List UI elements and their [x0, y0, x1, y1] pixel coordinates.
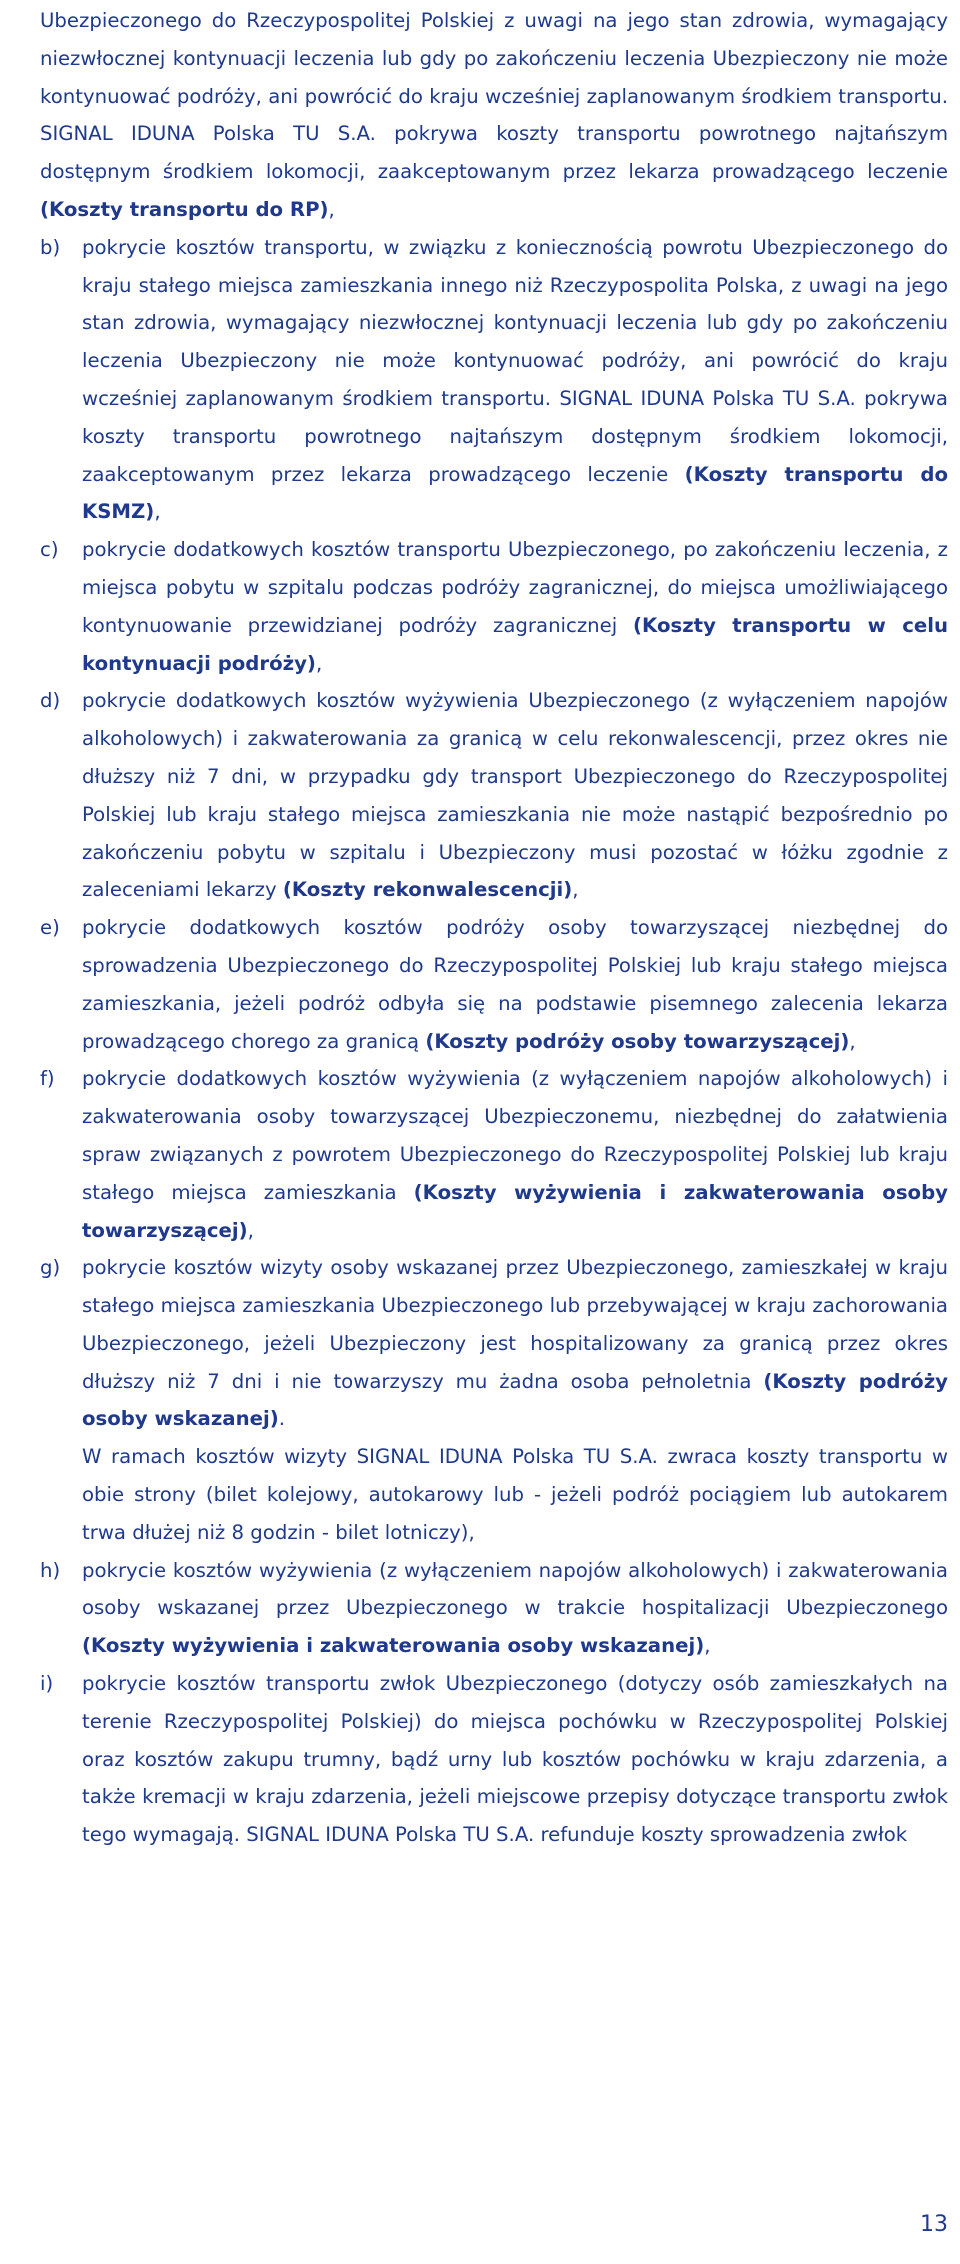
list-item-g: [40, 1249, 948, 1438]
list-item-tail: ,: [154, 500, 161, 524]
intro-paragraph: [40, 2, 948, 229]
list-item-text: pokrycie kosztów wyżywienia (z wyłączeniem napojów alkoholowych) i zakwaterowania osoby wskazanej przez Ubezpieczonego w trakcie hospitalizacji Ubezpieczonego: [82, 1558, 948, 1620]
page-number: 13: [920, 2212, 948, 2237]
list-item-bold-term: (Koszty wyżywienia i zakwaterowania osoby towarzyszącej): [82, 1180, 948, 1242]
list-item-text: pokrycie dodatkowych kosztów podróży osoby towarzyszącej niezbędnej do sprowadzenia Ubezpieczonego do Rzeczypospolitej Polskiej lub kraju stałego miejsca zamieszkania, jeżeli podróż odbyła się na podstawie pisemnego zalecenia lekarza prowadzącego chorego za granicą: [82, 916, 948, 1053]
intro-tail: ,: [328, 197, 335, 221]
list-letter: i): [40, 1672, 54, 1696]
list-item-bold-term: (Koszty rekonwalescencji): [282, 878, 573, 902]
list-item-e: [40, 909, 948, 1060]
list-letter: e): [40, 916, 60, 940]
list-letter: g): [40, 1256, 61, 1280]
list-item-text: pokrycie dodatkowych kosztów wyżywienia (z wyłączeniem napojów alkoholowych) i zakwaterowania osoby towarzyszącej Ubezpieczonemu, niezbędnej do załatwienia spraw związanych z powrotem Ubezpieczonego do Rzeczypospolitej Polskiej lub kraju stałego miejsca zamieszkania: [82, 1067, 948, 1204]
list-item-f: [40, 1060, 948, 1249]
list-item-g-note: W ramach kosztów wizyty SIGNAL IDUNA Polska TU S.A. zwraca koszty transportu w obie strony (bilet kolejowy, autokarowy lub - jeżeli podróż pociągiem lub autokarem trwa dłużej niż 8 godzin - bilet lotniczy),: [82, 1445, 948, 1544]
list-item-tail: ,: [315, 651, 323, 675]
list-letter: f): [40, 1067, 55, 1091]
list-letter: b): [40, 235, 61, 259]
intro-text: Ubezpieczonego do Rzeczypospolitej Polskiej z uwagi na jego stan zdrowia, wymagający niezwłocznej kontynuacji leczenia lub gdy po zakończeniu leczenia Ubezpieczony nie może kontynuować podróży, ani powrócić do kraju wcześniej zaplanowanym środkiem transportu. SIGNAL IDUNA Polska TU S.A. pokrywa koszty transportu powrotnego najtańszym dostępnym środkiem lokomocji, zaakceptowanym przez lekarza prowadzącego leczenie: [40, 9, 948, 184]
list-item-b: [40, 229, 948, 531]
list-letter: d): [40, 689, 61, 713]
list-item-text: pokrycie kosztów wizyty osoby wskazanej przez Ubezpieczonego, zamieszkałej w kraju stałego miejsca zamieszkania Ubezpieczonego lub przebywającej w kraju zachorowania Ubezpieczonego, jeżeli Ubezpieczony jest hospitalizowany za granicą przez okres dłuższy niż 7 dni i nie towarzyszy mu żadna osoba pełnoletnia: [82, 1256, 948, 1393]
list-item-bold-term: (Koszty transportu do KSMZ): [82, 462, 948, 524]
list-item-tail: ,: [704, 1634, 711, 1658]
list-item-bold-term: (Koszty podróży osoby wskazanej): [82, 1369, 949, 1431]
list-item-text: pokrycie kosztów transportu zwłok Ubezpieczonego (dotyczy osób zamieszkałych na terenie Rzeczypospolitej Polskiej) do miejsca pochówku w Rzeczypospolitej Polskiej oraz kosztów zakupu trumny, bądź urny lub kosztów pochówku w kraju zdarzenia, a także kremacji w kraju zdarzenia, jeżeli miejscowe przepisy dotyczące transportu zwłok tego wymagają. SIGNAL IDUNA Polska TU S.A. refunduje koszty sprowadzenia zwłok: [82, 1672, 948, 1847]
list-item-tail: ,: [247, 1218, 254, 1242]
list-item-i: [40, 1665, 948, 1854]
list-letter: h): [40, 1558, 61, 1582]
list-item-bold-term: (Koszty wyżywienia i zakwaterowania osoby wskazanej): [82, 1634, 705, 1658]
list-item-tail: ,: [572, 878, 579, 902]
list-item-h: [40, 1552, 948, 1665]
list-item-text: pokrycie dodatkowych kosztów wyżywienia Ubezpieczonego (z wyłączeniem napojów alkoholowych) i zakwaterowania za granicą w celu rekonwalescencji, przez okres nie dłuższy niż 7 dni, w przypadku gdy transport Ubezpieczonego do Rzeczypospolitej Polskiej lub kraju stałego miejsca zamieszkania nie może nastąpić bezpośrednio po zakończeniu pobytu w szpitalu i Ubezpieczony musi pozostać w łóżku zgodnie z zaleceniami lekarzy: [82, 689, 948, 902]
list-item-bold-term: (Koszty podróży osoby towarzyszącej): [425, 1029, 850, 1053]
list-item-c: [40, 531, 948, 682]
list-item-text: pokrycie kosztów transportu, w związku z koniecznością powrotu Ubezpieczonego do kraju stałego miejsca zamieszkania innego niż Rzeczypospolita Polska, z uwagi na jego stan zdrowia, wymagający niezwłocznej kontynuacji leczenia lub gdy po zakończeniu leczenia Ubezpieczony nie może kontynuować podróży, ani powrócić do kraju wcześniej zaplanowanym środkiem transportu. SIGNAL IDUNA Polska TU S.A. pokrywa koszty transportu powrotnego najtańszym dostępnym środkiem lokomocji, zaakceptowanym przez lekarza prowadzącego leczenie: [82, 235, 948, 486]
list-item-bold-term: (Koszty transportu w celu kontynuacji podróży): [82, 613, 948, 675]
list-item-d: [40, 682, 948, 909]
list-item-tail: ,: [849, 1029, 856, 1053]
list-item-tail: .: [278, 1407, 285, 1431]
list-letter: c): [40, 538, 59, 562]
list-item-text: pokrycie dodatkowych kosztów transportu Ubezpieczonego, po zakończeniu leczenia, z miejsca pobytu w szpitalu podczas podróży zagranicznej, do miejsca umożliwiającego kontynuowanie przewidzianej podróży zagranicznej: [82, 538, 948, 637]
intro-bold-term: (Koszty transportu do RP): [40, 197, 329, 221]
